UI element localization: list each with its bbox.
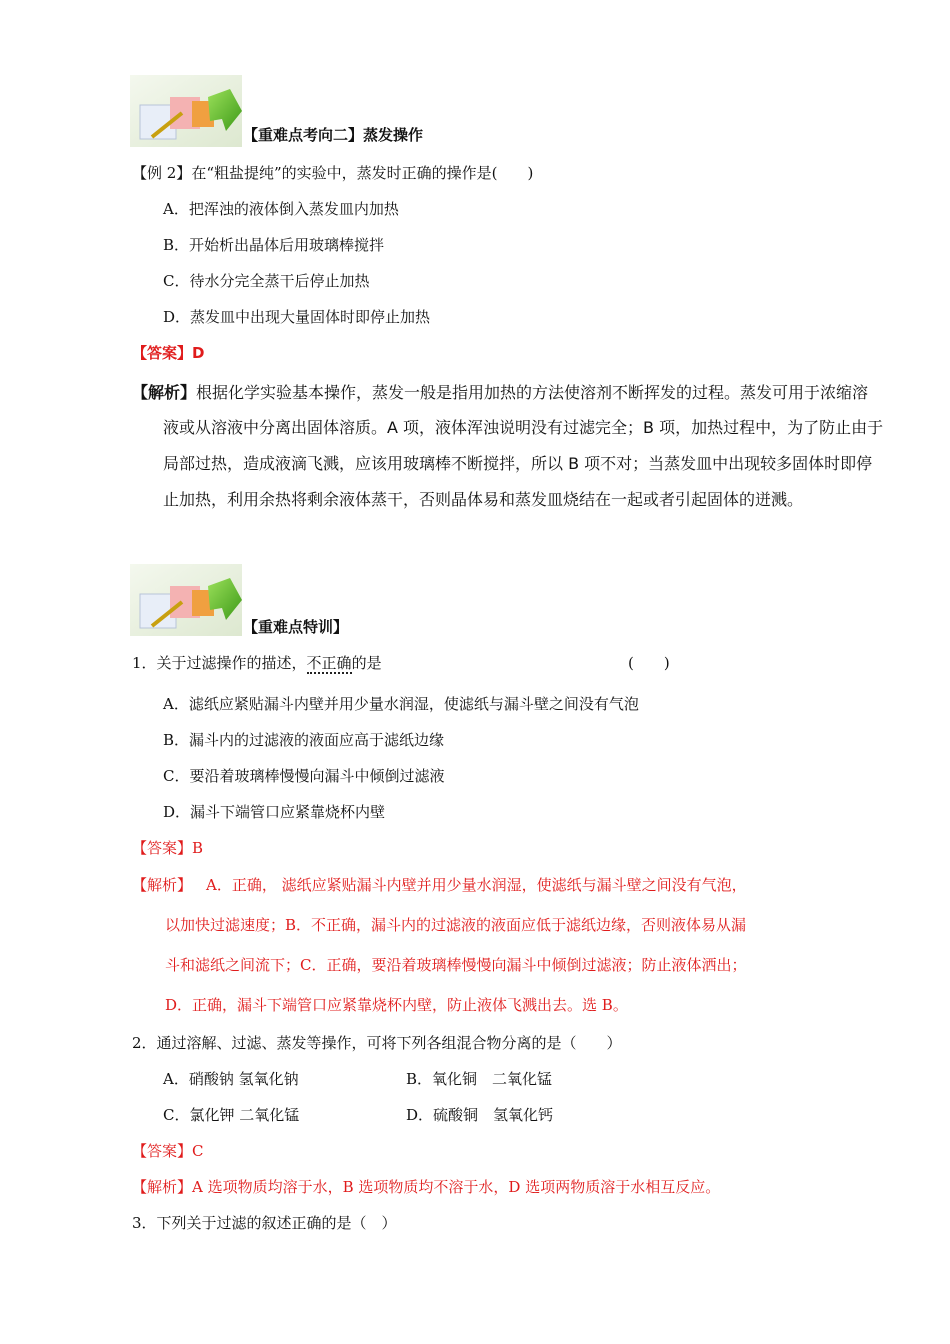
option-a: A．硝酸钠 氢氧化钠 bbox=[163, 1070, 299, 1088]
analysis-line-3: 局部过热，造成液滴飞溅，应该用玻璃棒不断搅拌，所以 B 项不对；当蒸发皿中出现较多固体时即停 bbox=[163, 454, 873, 473]
answer-value: C bbox=[192, 1142, 204, 1160]
analysis-label: 【解析】 bbox=[132, 1178, 193, 1196]
analysis-line-4: 止加热，利用余热将剩余液体蒸干，否则晶体易和蒸发皿烧结在一起或者引起固体的迸溅。 bbox=[163, 490, 804, 509]
example-question: 在“粗盐提纯”的实验中，蒸发时正确的操作是( ) bbox=[191, 164, 534, 182]
analysis-line-3: 斗和滤纸之间流下；C．正确，要沿着玻璃棒慢慢向漏斗中倾倒过滤液；防止液体洒出； bbox=[165, 956, 747, 974]
answer-value: D bbox=[192, 344, 205, 362]
analysis-label: 【解析】 bbox=[132, 383, 197, 402]
question-2: 2．通过溶解、过滤、蒸发等操作，可将下列各组混合物分离的是（ ） bbox=[132, 1034, 622, 1052]
analysis: 【解析】A 选项物质均溶于水，B 选项物质均不溶于水，D 选项两物质溶于水相互反应。 bbox=[132, 1178, 721, 1196]
section-heading: 【重难点特训】 bbox=[243, 618, 349, 636]
answer bbox=[132, 343, 204, 363]
analysis-line-2: 以加快过滤速度；B．不正确，漏斗内的过滤液的液面应低于滤纸边缘，否则液体易从漏 bbox=[165, 916, 747, 934]
option-d: D．硫酸铜 氢氧化钙 bbox=[406, 1106, 554, 1124]
option-a: A．把浑浊的液体倒入蒸发皿内加热 bbox=[163, 200, 399, 218]
answer bbox=[132, 838, 203, 858]
answer-bracket: ( ) bbox=[628, 654, 670, 672]
option-d: D．漏斗下端管口应紧靠烧杯内壁 bbox=[163, 803, 386, 821]
answer-label: 【答案】 bbox=[132, 839, 193, 857]
answer-label: 【答案】 bbox=[132, 344, 193, 362]
option-c: C．要沿着玻璃棒慢慢向漏斗中倾倒过滤液 bbox=[163, 767, 445, 785]
option-b: B．氧化铜 二氧化锰 bbox=[406, 1070, 553, 1088]
option-d: D．蒸发皿中出现大量固体时即停止加热 bbox=[163, 308, 431, 326]
option-b: B．开始析出晶体后用玻璃棒搅拌 bbox=[163, 236, 385, 254]
option-b: B．漏斗内的过滤液的液面应高于滤纸边缘 bbox=[163, 731, 445, 749]
question-3: 3．下列关于过滤的叙述正确的是（ ） bbox=[132, 1214, 397, 1232]
answer-value: B bbox=[192, 839, 204, 857]
analysis-line-2: 液或从溶液中分离出固体溶质。A 项，液体浑浊说明没有过滤完全；B 项，加热过程中，为了防止由于 bbox=[163, 418, 884, 437]
question-stem bbox=[132, 163, 533, 183]
folder-pen-arrow-icon bbox=[130, 564, 242, 636]
emphasis-text: 不正确 bbox=[306, 654, 352, 672]
option-c: C．氯化钾 二氧化锰 bbox=[163, 1106, 300, 1124]
option-a: A．滤纸应紧贴漏斗内壁并用少量水润湿，使滤纸与漏斗壁之间没有气泡 bbox=[163, 695, 639, 713]
answer-label: 【答案】 bbox=[132, 1142, 193, 1160]
analysis-line-1: 【解析】 A．正确， 滤纸应紧贴漏斗内壁并用少量水润湿，使滤纸与漏斗壁之间没有气泡， bbox=[132, 876, 747, 894]
example-label: 【例 2】 bbox=[132, 164, 192, 182]
analysis-line-1: 【解析】根据化学实验基本操作，蒸发一般是指用加热的方法使溶剂不断挥发的过程。蒸发可用于浓缩溶 bbox=[132, 383, 869, 402]
folder-pen-arrow-icon bbox=[130, 75, 242, 147]
option-c: C．待水分完全蒸干后停止加热 bbox=[163, 272, 370, 290]
answer bbox=[132, 1141, 204, 1161]
analysis-label: 【解析】 bbox=[132, 876, 193, 894]
analysis-line-4: D．正确，漏斗下端管口应紧靠烧杯内壁，防止液体飞溅出去。选 B。 bbox=[165, 996, 628, 1014]
question-1: 1．关于过滤操作的描述，不正确的是 bbox=[132, 654, 382, 672]
section-heading: 【重难点考向二】蒸发操作 bbox=[243, 126, 424, 144]
